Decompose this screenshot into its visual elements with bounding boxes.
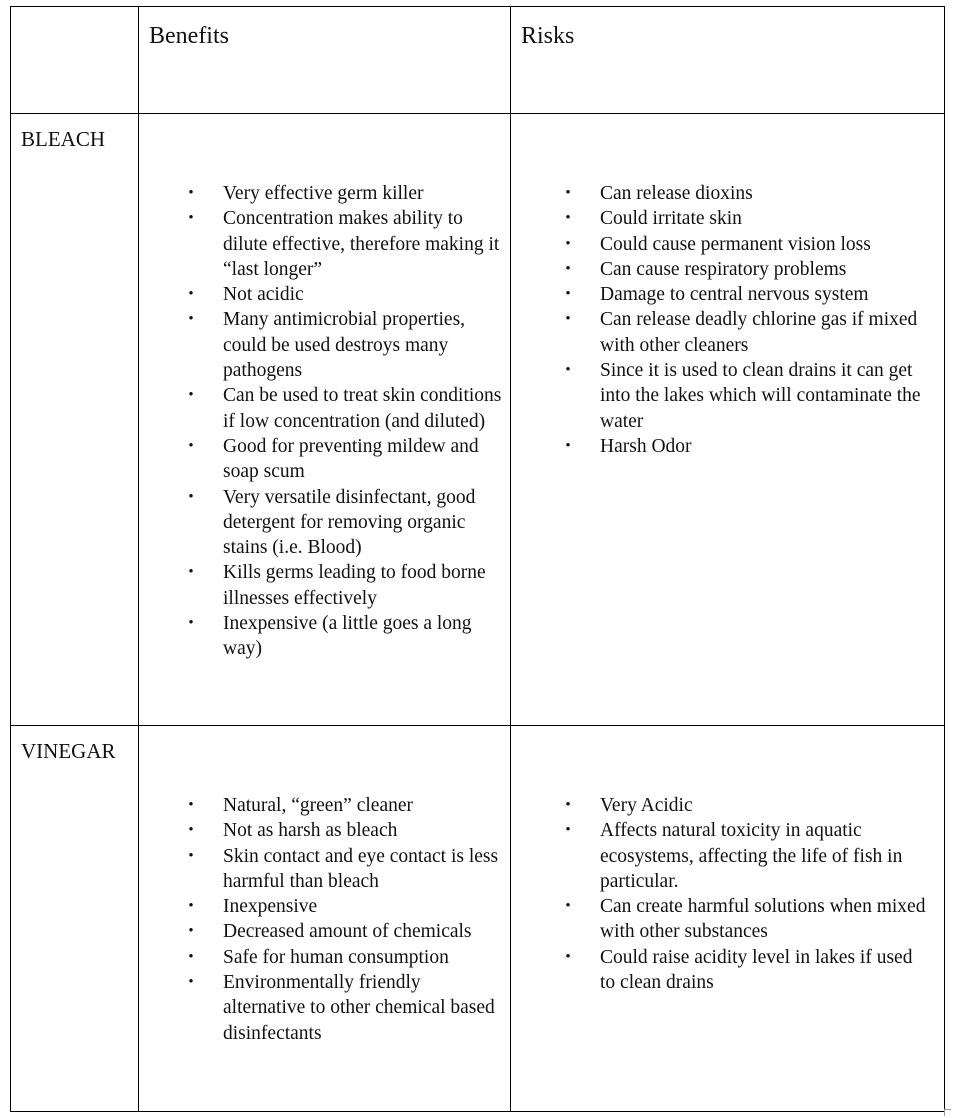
list-item-text: Can cause respiratory problems <box>600 258 847 280</box>
list-item-text: Harsh Odor <box>600 435 692 457</box>
bullet-icon: • <box>188 286 194 303</box>
list-item <box>184 181 504 206</box>
list-item-text: Natural, “green” cleaner <box>223 795 413 816</box>
vinegar-benefits-cell <box>139 726 511 1112</box>
header-risks-cell <box>511 7 945 114</box>
bullet-icon: • <box>565 286 571 303</box>
list-item-text: Since it is used to clean drains it can get into the lakes which will contaminate the water <box>600 360 921 432</box>
vinegar-benefits-list <box>184 793 504 1046</box>
list-item <box>184 307 504 383</box>
vinegar-label-cell <box>11 726 139 1112</box>
row-label-vinegar: VINEGAR <box>21 739 116 763</box>
list-item <box>561 793 931 818</box>
list-item <box>184 206 504 282</box>
list-item-text: Concentration makes ability to dilute effective, therefore making it “last longer” <box>223 208 500 280</box>
bullet-icon: • <box>188 847 194 864</box>
list-item-text: Could cause permanent vision loss <box>600 233 871 255</box>
bullet-icon: • <box>188 923 194 940</box>
list-item <box>561 232 931 257</box>
list-item-text: Could irritate skin <box>600 208 742 230</box>
list-item-text: Can create harmful solutions when mixed with other substances <box>600 896 926 943</box>
list-item-text: Skin contact and eye contact is less harmful than bleach <box>223 845 499 892</box>
list-item-text: Inexpensive (a little goes a long way) <box>223 613 472 660</box>
corner-mark <box>944 1109 951 1116</box>
list-item-text: Could raise acidity level in lakes if used to clean drains <box>600 946 913 994</box>
list-item-text: Very Acidic <box>600 795 693 816</box>
bleach-label-cell <box>11 114 139 726</box>
list-item <box>184 611 504 662</box>
list-item-text: Good for preventing mildew and soap scum <box>223 435 479 483</box>
header-risks: Risks <box>521 23 575 49</box>
bullet-icon: • <box>565 185 571 201</box>
list-item-text: Kills germs leading to food borne illnesses effectively <box>223 562 486 609</box>
list-item <box>184 485 504 561</box>
bullet-icon: • <box>188 898 194 915</box>
list-item <box>561 434 931 459</box>
bullet-icon: • <box>188 311 194 328</box>
list-item-text: Can release deadly chlorine gas if mixed with other cleaners <box>600 309 918 356</box>
bullet-icon: • <box>188 974 194 991</box>
list-item <box>561 257 931 282</box>
bullet-icon: • <box>188 822 194 839</box>
list-item <box>184 383 504 434</box>
bleach-risks-list <box>561 181 931 459</box>
bullet-icon: • <box>565 260 571 277</box>
list-item-text: Decreased amount of chemicals <box>223 921 472 943</box>
list-item <box>561 818 931 894</box>
bullet-icon: • <box>565 235 571 252</box>
bullet-icon: • <box>188 387 194 404</box>
list-item <box>561 358 931 434</box>
bullet-icon: • <box>188 948 194 965</box>
bullet-icon: • <box>565 797 571 813</box>
list-item-text: Not as harsh as bleach <box>223 820 398 842</box>
list-item <box>561 282 931 307</box>
list-item-text: Safe for human consumption <box>223 946 449 968</box>
list-item-text: Very effective germ killer <box>223 183 424 204</box>
list-item <box>561 894 931 945</box>
bleach-row <box>11 114 945 726</box>
bullet-icon: • <box>565 437 571 454</box>
list-item <box>184 560 504 611</box>
list-item <box>184 919 504 944</box>
vinegar-risks-list <box>561 793 931 995</box>
list-item-text: Many antimicrobial properties, could be used destroys many pathogens <box>223 309 466 382</box>
list-item <box>184 844 504 895</box>
list-item <box>184 793 504 818</box>
bullet-icon: • <box>565 311 571 328</box>
list-item <box>184 894 504 919</box>
bullet-icon: • <box>188 210 194 227</box>
list-item <box>184 945 504 970</box>
list-item-text: Not acidic <box>223 284 304 306</box>
bullet-icon: • <box>188 185 194 201</box>
bleach-benefits-list <box>184 181 504 662</box>
bleach-risks-cell <box>511 114 945 726</box>
bullet-icon: • <box>565 948 571 965</box>
list-item <box>184 282 504 307</box>
bleach-benefits-cell <box>139 114 511 726</box>
list-item-text: Affects natural toxicity in aquatic ecosystems, affecting the life of fish in particular. <box>600 820 903 892</box>
list-item-text: Damage to central nervous system <box>600 284 869 306</box>
bullet-icon: • <box>565 362 571 379</box>
header-row <box>11 7 945 114</box>
list-item <box>184 818 504 843</box>
list-item <box>184 970 504 1046</box>
list-item <box>561 181 931 206</box>
bullet-icon: • <box>565 898 571 915</box>
list-item-text: Environmentally friendly alternative to other chemical based disinfectants <box>223 972 495 1044</box>
list-item-text: Can be used to treat skin conditions if low concentration (and diluted) <box>223 385 502 432</box>
vinegar-row <box>11 726 945 1112</box>
header-blank <box>11 7 138 21</box>
comparison-table <box>10 6 945 1112</box>
bullet-icon: • <box>188 797 194 813</box>
bullet-icon: • <box>565 210 571 227</box>
vinegar-risks-cell <box>511 726 945 1112</box>
list-item-text: Can release dioxins <box>600 183 753 204</box>
list-item-text: Inexpensive <box>223 896 318 918</box>
list-item-text: Very versatile disinfectant, good detergent for removing organic stains (i.e. Blood) <box>223 486 476 559</box>
list-item <box>561 307 931 358</box>
list-item <box>184 434 504 485</box>
bullet-icon: • <box>565 822 571 839</box>
list-item <box>561 206 931 231</box>
header-benefits-cell <box>139 7 511 114</box>
header-benefits: Benefits <box>149 23 229 49</box>
bullet-icon: • <box>188 615 194 632</box>
list-item <box>561 945 931 996</box>
bullet-icon: • <box>188 437 194 454</box>
bullet-icon: • <box>188 564 194 581</box>
bullet-icon: • <box>188 488 194 505</box>
row-label-bleach: BLEACH <box>21 127 105 151</box>
header-blank-cell <box>11 7 139 114</box>
